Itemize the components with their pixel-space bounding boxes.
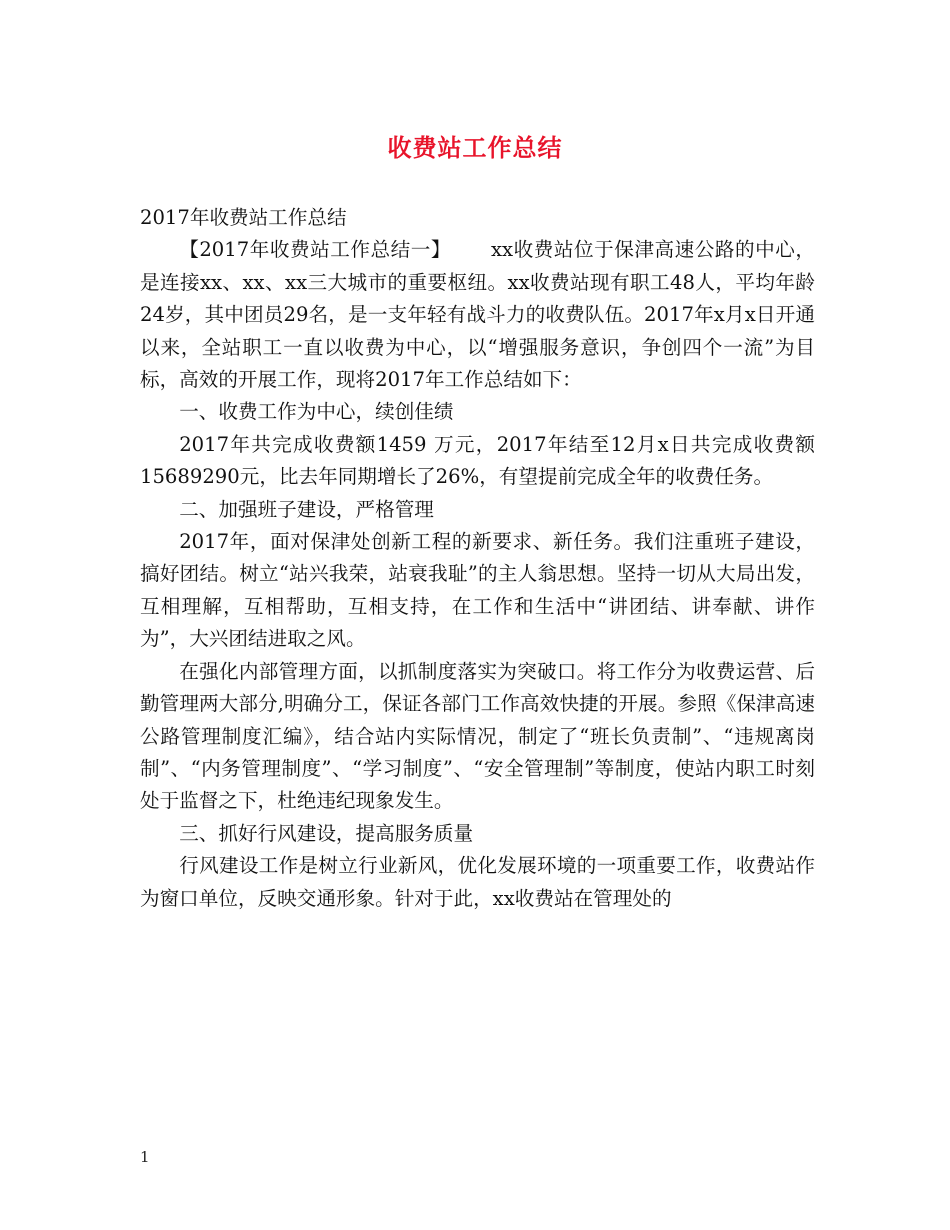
section-2-paragraph-1: 2017年，面对保津处创新工程的新要求、新任务。我们注重班子建设，搞好团结。树立“站兴我荣，站衰我耻”的主人翁思想。坚持一切从大局出发，互相理解，互相帮助，互相支持，在工作和生活中“讲团结、讲奉献、讲作为”，大兴团结进取之风。 [140,530,815,651]
intro-paragraph [140,234,815,396]
section-1-paragraph: 2017年共完成收费额1459 万元，2017年结至12月x日共完成收费额15689290元，比去年同期增长了26%，有望提前完成全年的收费任务。 [140,432,815,489]
document-body [140,202,815,915]
document-subtitle: 2017年收费站工作总结 [140,206,347,229]
section-3-paragraph: 行风建设工作是树立行业新风，优化发展环境的一项重要工作，收费站作为窗口单位，反映交通形象。针对于此，xx收费站在管理处的 [140,854,815,910]
section-2-paragraph-2: 在强化内部管理方面，以抓制度落实为突破口。将工作分为收费运营、后勤管理两大部分,明确分工，保证各部门工作高效快捷的开展。参照《保津高速公路管理制度汇编》，结合站内实际情况，制定了“班长负责制”、“违规离岗制”、“内务管理制度”、“学习制度”、“安全管理制”等制度，使站内职工时刻处于监督之下，杜绝违纪现象发生。 [140,659,815,813]
section-heading-2: 二、加强班子建设，严格管理 [179,497,434,521]
page-number: 1 [140,1148,150,1166]
section-heading-3: 三、抓好行风建设，提高服务质量 [179,821,474,845]
intro-text: xx收费站位于保津高速公路的中心，是连接xx、xx、xx三大城市的重要枢纽。xx收费站现有职工48人，平均年龄24岁，其中团员29名，是一支年轻有战斗力的收费队伍。2017年x月x日开通以来，全站职工一直以收费为中心，以“增强服务意识，争创四个一流”为目标，高效的开展工作，现将2017年工作总结如下： [140,238,815,392]
document-title: 收费站工作总结 [387,133,563,162]
intro-label: 【2017年收费站工作总结一】 [179,238,451,262]
section-heading-1: 一、收费工作为中心，续创佳绩 [179,400,454,424]
